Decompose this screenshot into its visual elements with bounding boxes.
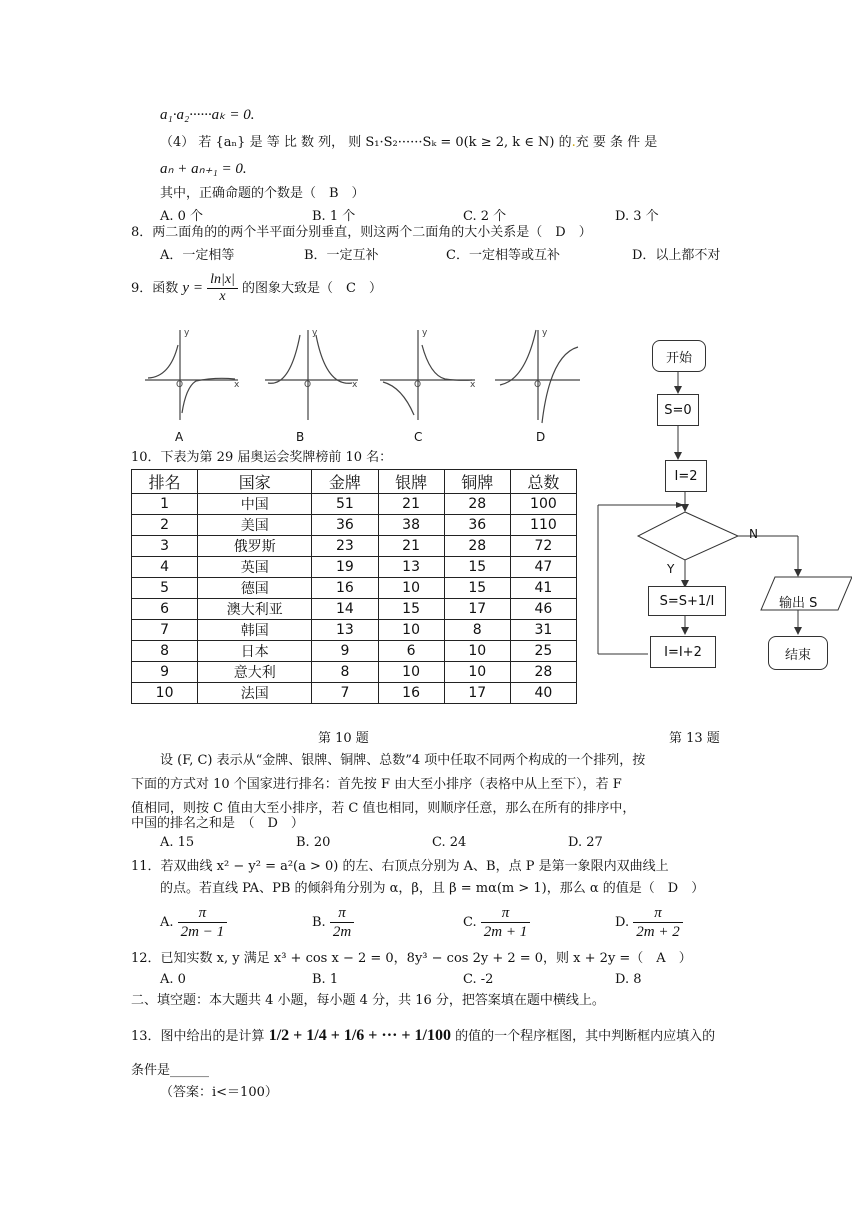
q11-option-c: C. $\frac{\pi}{2m + 1}$ xyxy=(463,904,530,941)
q9-pre: 9．函数 xyxy=(131,281,179,296)
q7-option-a: A. 0 个 xyxy=(160,209,204,224)
table-cell: 10 xyxy=(378,662,444,683)
svg-text:y: y xyxy=(184,328,190,338)
table-cell: 15 xyxy=(378,599,444,620)
q12-option-c: C. -2 xyxy=(463,972,494,987)
q9-fraction: $\frac{\ln|x|}{x}$ xyxy=(207,272,238,305)
table-cell: 美国 xyxy=(198,515,312,536)
flow-end: 结束 xyxy=(768,636,828,670)
table-cell: 110 xyxy=(510,515,576,536)
q8-option-d: D．以上都不对 xyxy=(632,248,721,263)
q10-para-1: 设 (F, C) 表示从“金牌、银牌、铜牌、总数”4 项中任取不同两个构成的一个排列，按 xyxy=(160,753,646,768)
q13-blank: 条件是______ xyxy=(131,1063,210,1078)
table-row xyxy=(132,536,577,557)
table-row xyxy=(132,641,577,662)
function-graphs xyxy=(140,325,580,425)
col-gold: 金牌 xyxy=(312,470,378,494)
table-cell: 28 xyxy=(510,662,576,683)
table-cell: 3 xyxy=(132,536,198,557)
graph-d xyxy=(495,330,580,423)
line-product: a₁·a₂······aₖ = 0. xyxy=(160,107,255,123)
table-cell: 19 xyxy=(312,557,378,578)
q13-post: 的值的一个程序框图，其中判断框内应填入的 xyxy=(455,1029,716,1044)
graph-a xyxy=(145,330,238,420)
q8-option-b: B．一定互补 xyxy=(304,248,379,263)
table-row xyxy=(132,515,577,536)
table-row xyxy=(132,662,577,683)
q10-option-d: D. 27 xyxy=(568,835,603,850)
graph-label-b: B xyxy=(296,430,305,444)
table-cell: 17 xyxy=(444,599,510,620)
table-cell: 16 xyxy=(378,683,444,704)
graph-b xyxy=(265,330,358,420)
table-cell: 15 xyxy=(444,557,510,578)
table-cell: 7 xyxy=(132,620,198,641)
table-cell: 6 xyxy=(132,599,198,620)
q12-option-b: B. 1 xyxy=(312,972,339,987)
medal-table xyxy=(131,469,577,704)
table-cell: 47 xyxy=(510,557,576,578)
flow-increment-i: I=I+2 xyxy=(650,636,716,668)
table-header-row xyxy=(132,470,577,494)
table-cell: 72 xyxy=(510,536,576,557)
table-cell: 36 xyxy=(312,515,378,536)
table-cell: 5 xyxy=(132,578,198,599)
q10-stem: 10．下表为第 29 届奥运会奖牌榜前 10 名： xyxy=(131,450,393,465)
q10-option-a: A. 15 xyxy=(160,835,195,850)
table-cell: 15 xyxy=(444,578,510,599)
q11-option-a: A. $\frac{\pi}{2m - 1}$ xyxy=(160,904,227,941)
table-row xyxy=(132,683,577,704)
table-cell: 8 xyxy=(444,620,510,641)
table-cell: 16 xyxy=(312,578,378,599)
table-cell: 17 xyxy=(444,683,510,704)
q13-answer: （答案：i<＝100） xyxy=(160,1085,278,1100)
flow-start: 开始 xyxy=(652,340,706,372)
q7-option-c: C. 2 个 xyxy=(463,209,507,224)
q12-stem: 12．已知实数 x, y 满足 x³ + cos x − 2 = 0，8y³ − cos 2y + 2 = 0，则 x + 2y =（ A ） xyxy=(131,951,692,966)
q8-option-a: A．一定相等 xyxy=(160,248,235,263)
q10-para-4: 中国的排名之和是 （ D ） xyxy=(131,816,304,831)
svg-text:x: x xyxy=(352,380,358,390)
table-cell: 9 xyxy=(132,662,198,683)
table-cell: 25 xyxy=(510,641,576,662)
col-country: 国家 xyxy=(198,470,312,494)
flow-update-s: S=S+1/I xyxy=(648,586,726,616)
table-cell: 韩国 xyxy=(198,620,312,641)
table-cell: 41 xyxy=(510,578,576,599)
table-cell: 46 xyxy=(510,599,576,620)
q10-para-3: 值相同，则按 C 值由大至小排序，若 C 值也相同，则顺序任意，那么在所有的排序中， xyxy=(131,801,636,816)
q9-post: 的图象大致是（ C ） xyxy=(242,281,382,296)
table-cell: 10 xyxy=(132,683,198,704)
caption-q10: 第 10 题 xyxy=(318,731,369,746)
table-cell: 日本 xyxy=(198,641,312,662)
svg-text:O: O xyxy=(414,380,422,390)
table-cell: 31 xyxy=(510,620,576,641)
item-4: （4） 若 {aₙ} 是 等 比 数 列， 则 S₁·S₂······Sₖ = 0(k ≥ 2, k ∈ N) 的.充 要 条 件 是 xyxy=(160,135,658,150)
table-cell: 4 xyxy=(132,557,198,578)
caption-q13: 第 13 题 xyxy=(669,731,720,746)
svg-text:O: O xyxy=(304,380,312,390)
table-cell: 10 xyxy=(444,662,510,683)
table-cell: 10 xyxy=(378,578,444,599)
flow-no-label: N xyxy=(749,527,758,541)
col-silver: 银牌 xyxy=(378,470,444,494)
table-cell: 英国 xyxy=(198,557,312,578)
table-cell: 28 xyxy=(444,494,510,515)
q12-option-d: D. 8 xyxy=(615,972,642,987)
col-total: 总数 xyxy=(510,470,576,494)
graph-label-c: C xyxy=(414,430,423,444)
table-cell: 100 xyxy=(510,494,576,515)
table-cell: 36 xyxy=(444,515,510,536)
table-cell: 俄罗斯 xyxy=(198,536,312,557)
flow-yes-label: Y xyxy=(667,562,675,576)
table-row xyxy=(132,494,577,515)
table-cell: 21 xyxy=(378,494,444,515)
table-cell: 意大利 xyxy=(198,662,312,683)
table-cell: 2 xyxy=(132,515,198,536)
q11-option-d: D. $\frac{\pi}{2m + 2}$ xyxy=(615,904,683,941)
graph-label-a: A xyxy=(175,430,184,444)
flowchart xyxy=(590,330,852,680)
q10-option-c: C. 24 xyxy=(432,835,467,850)
table-row xyxy=(132,599,577,620)
col-bronze: 铜牌 xyxy=(444,470,510,494)
table-cell: 14 xyxy=(312,599,378,620)
q10-option-b: B. 20 xyxy=(296,835,331,850)
table-cell: 28 xyxy=(444,536,510,557)
table-cell: 40 xyxy=(510,683,576,704)
table-cell: 13 xyxy=(378,557,444,578)
table-cell: 6 xyxy=(378,641,444,662)
svg-text:x: x xyxy=(470,380,476,390)
flow-init-i: I=2 xyxy=(665,460,707,492)
table-cell: 10 xyxy=(444,641,510,662)
table-cell: 23 xyxy=(312,536,378,557)
table-cell: 51 xyxy=(312,494,378,515)
q13-stem xyxy=(131,1016,715,1057)
table-row xyxy=(132,578,577,599)
line-condition: aₙ + aₙ₊₁ = 0. xyxy=(160,161,247,177)
q8-stem: 8．两二面角的的两个半平面分别垂直，则这两个二面角的大小关系是（ D ） xyxy=(131,225,592,240)
svg-text:y: y xyxy=(542,328,548,338)
table-row xyxy=(132,557,577,578)
flow-output: 输出 S xyxy=(779,596,818,611)
q7-option-d: D. 3 个 xyxy=(615,209,659,224)
item-4-text: （4） 若 {aₙ} 是 等 比 数 列， 则 S₁·S₂······Sₖ = 0(k ≥ 2, k ∈ N) 的 xyxy=(160,135,572,150)
table-cell: 21 xyxy=(378,536,444,557)
table-cell: 38 xyxy=(378,515,444,536)
q7-stem: 其中，正确命题的个数是（ B ） xyxy=(160,186,365,201)
table-cell: 9 xyxy=(312,641,378,662)
table-cell: 8 xyxy=(132,641,198,662)
graph-c xyxy=(380,330,475,420)
section-2-heading: 二、填空题：本大题共 4 小题，每小题 4 分，共 16 分，把答案填在题中横线上。 xyxy=(131,993,605,1008)
table-cell: 10 xyxy=(378,620,444,641)
q8-option-c: C．一定相等或互补 xyxy=(446,248,560,263)
svg-text:y: y xyxy=(312,328,318,338)
svg-text:x: x xyxy=(234,380,240,390)
table-cell: 8 xyxy=(312,662,378,683)
col-rank: 排名 xyxy=(132,470,198,494)
graph-label-d: D xyxy=(536,430,546,444)
q11-option-b: B. $\frac{\pi}{2m}$ xyxy=(312,904,354,941)
q9-y: y = xyxy=(182,280,203,296)
q10-para-2: 下面的方式对 10 个国家进行排名：首先按 F 由大至小排序（表格中从上至下），若 F xyxy=(131,777,622,792)
table-cell: 德国 xyxy=(198,578,312,599)
flow-init-s: S=0 xyxy=(657,394,699,426)
q11-stem-1: 11．若双曲线 x² − y² = a²(a > 0) 的左、右顶点分别为 A、B，点 P 是第一象限内双曲线上 xyxy=(131,859,669,874)
svg-text:y: y xyxy=(422,328,428,338)
q13-series: 1/2 + 1/4 + 1/6 + ··· + 1/100 xyxy=(268,1027,451,1044)
table-cell: 法国 xyxy=(198,683,312,704)
q9-stem xyxy=(131,272,382,305)
table-cell: 1 xyxy=(132,494,198,515)
q11-stem-2: 的点。若直线 PA、PB 的倾斜角分别为 α，β，且 β = mα(m > 1)，那么 α 的值是（ D ） xyxy=(160,881,705,896)
table-cell: 澳大利亚 xyxy=(198,599,312,620)
item-4-tail: 充 要 条 件 是 xyxy=(575,135,658,150)
table-cell: 中国 xyxy=(198,494,312,515)
q12-option-a: A. 0 xyxy=(160,972,186,987)
table-row xyxy=(132,620,577,641)
table-cell: 13 xyxy=(312,620,378,641)
table-cell: 7 xyxy=(312,683,378,704)
svg-text:O: O xyxy=(534,380,542,390)
svg-text:O: O xyxy=(176,380,184,390)
q13-pre: 13．图中给出的是计算 xyxy=(131,1029,265,1044)
q7-option-b: B. 1 个 xyxy=(312,209,356,224)
